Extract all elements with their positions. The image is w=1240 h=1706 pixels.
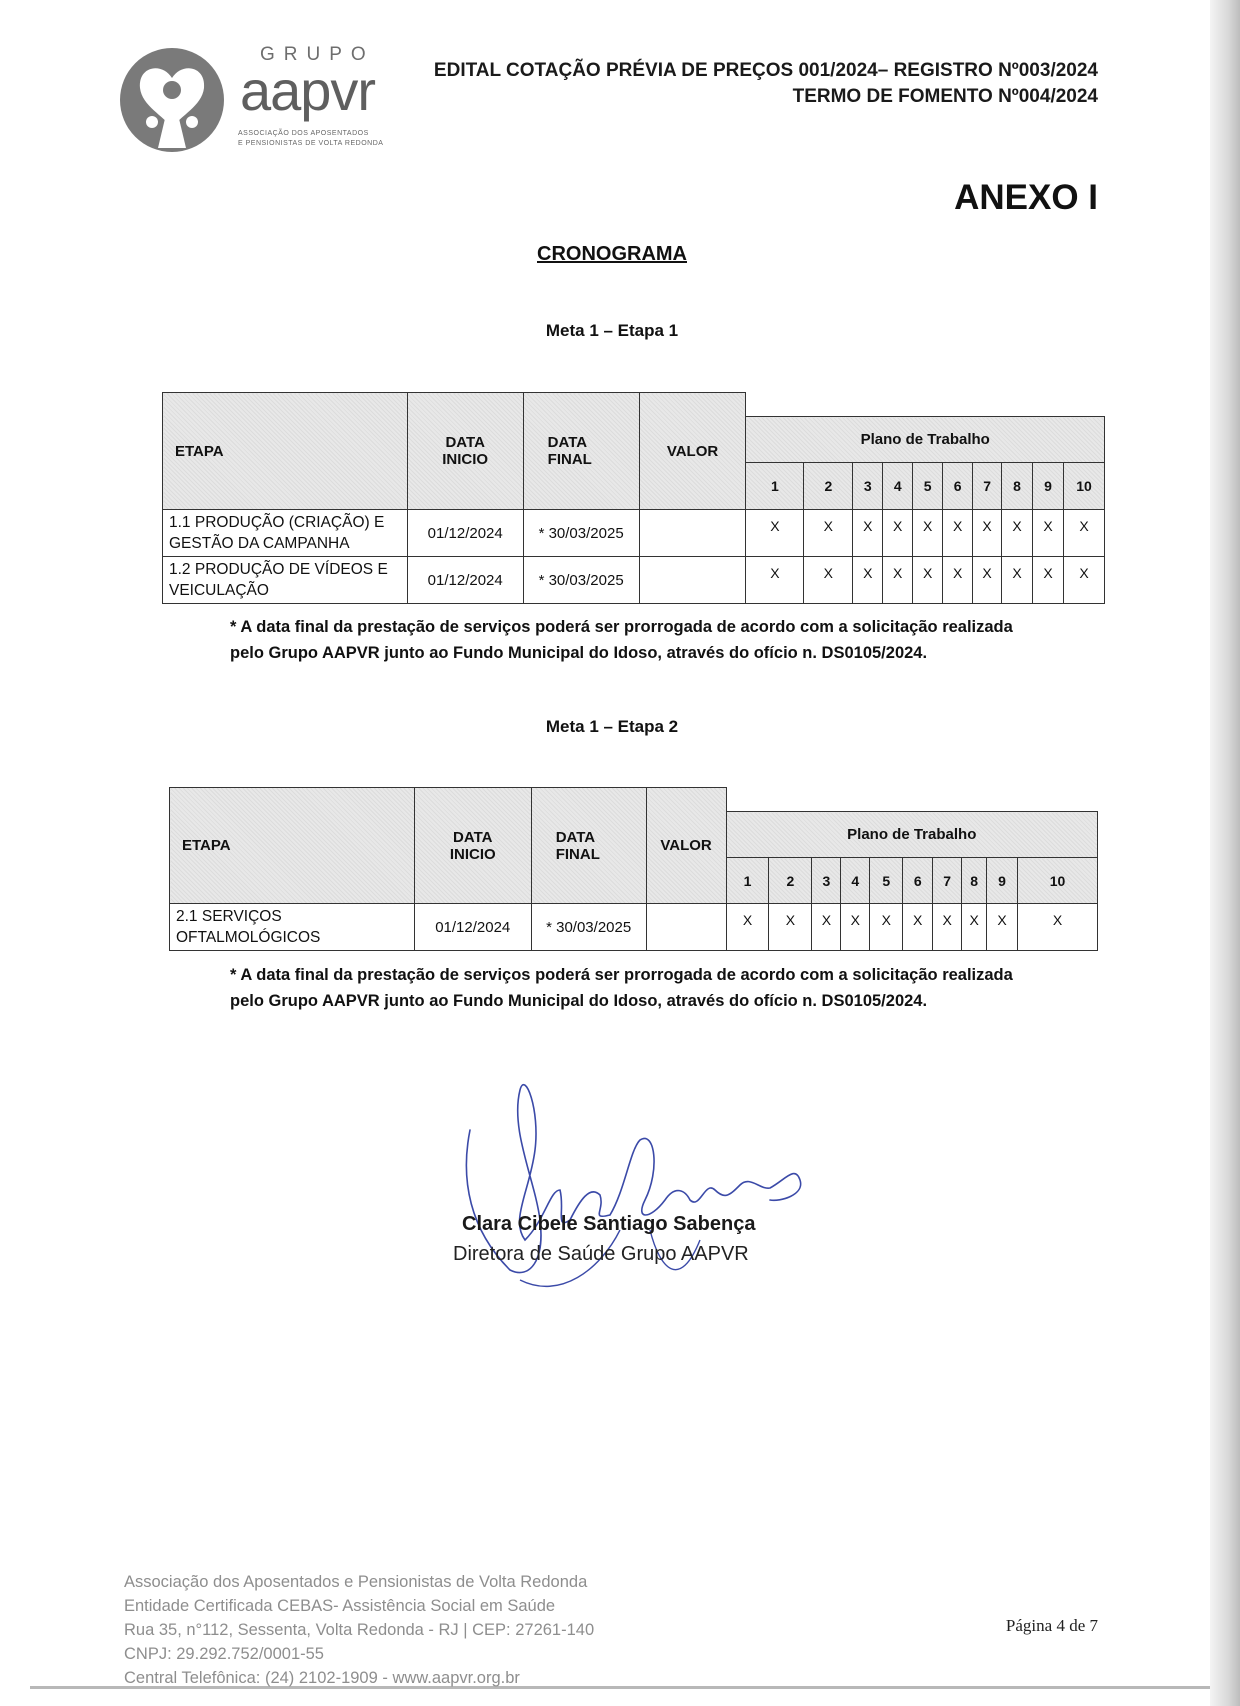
data-inicio-cell: 01/12/2024: [407, 510, 523, 557]
valor-cell: [639, 510, 746, 557]
page-number: Página 4 de 7: [1005, 1616, 1098, 1635]
footer-line: CNPJ: 29.292.752/0001-55: [124, 1645, 324, 1663]
table-row: [163, 557, 1105, 604]
mark-cell: X: [903, 904, 933, 951]
etapa-header: ETAPA: [170, 788, 415, 904]
mark-cell: X: [913, 510, 943, 557]
etapa-cell: 2.1 SERVIÇOS OFTALMOLÓGICOS: [170, 904, 415, 951]
mark-cell: X: [987, 904, 1018, 951]
logo-subtitle-line2: E PENSIONISTAS DE VOLTA REDONDA: [238, 140, 384, 147]
annex-title: ANEXO I: [954, 178, 1098, 217]
meta2-title: Meta 1 – Etapa 2: [545, 717, 679, 736]
mark-cell: X: [1033, 510, 1064, 557]
footer-line: Rua 35, n°112, Sessenta, Volta Redonda - RJ | CEP: 27261-140: [124, 1621, 595, 1639]
logo-grupo-text: GRUPO: [260, 44, 375, 65]
table-row: [163, 510, 1105, 557]
month-header: 8: [962, 858, 987, 904]
mark-cell: X: [973, 510, 1002, 557]
meta1-schedule-table: [162, 392, 1105, 604]
month-header: 4: [883, 463, 913, 510]
meta2-schedule-table: [169, 787, 1098, 951]
etapa-header: ETAPA: [163, 393, 408, 510]
aapvr-logo: [118, 44, 398, 154]
mark-cell: X: [1002, 510, 1033, 557]
mark-cell: X: [943, 557, 973, 604]
mark-cell: X: [1033, 557, 1064, 604]
plano-trabalho-header: Plano de Trabalho: [726, 812, 1097, 858]
month-header: 3: [853, 463, 883, 510]
month-header: 5: [913, 463, 943, 510]
table-row: [170, 904, 1098, 951]
mark-cell: X: [746, 510, 804, 557]
logo-name-text: aapvr: [240, 59, 376, 122]
mark-cell: X: [973, 557, 1002, 604]
month-header: 10: [1063, 463, 1104, 510]
data-inicio-header: DATA INICIO: [414, 788, 531, 904]
month-header: 9: [1033, 463, 1064, 510]
month-header: 5: [870, 858, 903, 904]
plano-trabalho-header: Plano de Trabalho: [746, 417, 1105, 463]
month-header: 10: [1018, 858, 1098, 904]
valor-cell: [646, 904, 726, 951]
data-final-cell: * 30/03/2025: [523, 557, 639, 604]
meta1-title: Meta 1 – Etapa 1: [545, 321, 679, 340]
valor-header: VALOR: [646, 788, 726, 904]
month-header: 7: [973, 463, 1002, 510]
logo-heart-figure-icon: [118, 44, 230, 154]
mark-cell: X: [1063, 510, 1104, 557]
etapa-cell: 1.2 PRODUÇÃO DE VÍDEOS E VEICULAÇÃO: [163, 557, 408, 604]
header-termo: TERMO DE FOMENTO Nº004/2024: [792, 86, 1098, 107]
mark-cell: X: [962, 904, 987, 951]
mark-cell: X: [870, 904, 903, 951]
mark-cell: X: [853, 557, 883, 604]
mark-cell: X: [883, 557, 913, 604]
mark-cell: X: [933, 904, 962, 951]
month-header: 2: [769, 858, 812, 904]
valor-header: VALOR: [639, 393, 746, 510]
month-header: 4: [841, 858, 870, 904]
data-final-header: DATA FINAL: [523, 393, 639, 510]
meta1-footnote: * A data final da prestação de serviços poderá ser prorrogada de acordo com a solicitação realizada pelo Grupo AAPVR junto ao Fundo Municipal do Idoso, através do ofício n. DS0105/2024.: [230, 618, 1013, 662]
logo-subtitle-line1: ASSOCIAÇÃO DOS APOSENTADOS: [238, 130, 369, 137]
month-header: 2: [804, 463, 853, 510]
data-final-cell: * 30/03/2025: [523, 510, 639, 557]
mark-cell: X: [1063, 557, 1104, 604]
section-title: CRONOGRAMA: [537, 243, 687, 265]
mark-cell: X: [1002, 557, 1033, 604]
data-inicio-header: DATA INICIO: [407, 393, 523, 510]
valor-cell: [639, 557, 746, 604]
mark-cell: X: [804, 557, 853, 604]
mark-cell: X: [943, 510, 973, 557]
data-inicio-cell: 01/12/2024: [414, 904, 531, 951]
mark-cell: X: [812, 904, 841, 951]
mark-cell: X: [804, 510, 853, 557]
mark-cell: X: [769, 904, 812, 951]
month-header: 8: [1002, 463, 1033, 510]
mark-cell: X: [841, 904, 870, 951]
meta2-footnote: * A data final da prestação de serviços poderá ser prorrogada de acordo com a solicitação realizada pelo Grupo AAPVR junto ao Fundo Municipal do Idoso, através do ofício n. DS0105/2024.: [230, 966, 1013, 1010]
mark-cell: X: [913, 557, 943, 604]
month-header: 3: [812, 858, 841, 904]
mark-cell: X: [883, 510, 913, 557]
month-header: 6: [943, 463, 973, 510]
mark-cell: X: [853, 510, 883, 557]
data-final-header: DATA FINAL: [531, 788, 646, 904]
month-header: 6: [903, 858, 933, 904]
footer-line: Entidade Certificada CEBAS- Assistência Social em Saúde: [124, 1597, 556, 1615]
footer-line: Associação dos Aposentados e Pensionistas de Volta Redonda: [124, 1573, 588, 1591]
month-header: 1: [726, 858, 769, 904]
etapa-cell: 1.1 PRODUÇÃO (CRIAÇÃO) E GESTÃO DA CAMPANHA: [163, 510, 408, 557]
month-header: 9: [987, 858, 1018, 904]
mark-cell: X: [1018, 904, 1098, 951]
signatory-name: Clara Cibele Santiago Sabença: [462, 1213, 756, 1235]
header-edital: EDITAL COTAÇÃO PRÉVIA DE PREÇOS 001/2024– REGISTRO Nº003/2024: [433, 60, 1098, 81]
data-inicio-cell: 01/12/2024: [407, 557, 523, 604]
data-final-cell: * 30/03/2025: [531, 904, 646, 951]
mark-cell: X: [746, 557, 804, 604]
month-header: 7: [933, 858, 962, 904]
signatory-title: Diretora de Saúde Grupo AAPVR: [453, 1243, 749, 1265]
month-header: 1: [746, 463, 804, 510]
footer-line: Central Telefônica: (24) 2102-1909 - www.aapvr.org.br: [124, 1669, 520, 1687]
mark-cell: X: [726, 904, 769, 951]
